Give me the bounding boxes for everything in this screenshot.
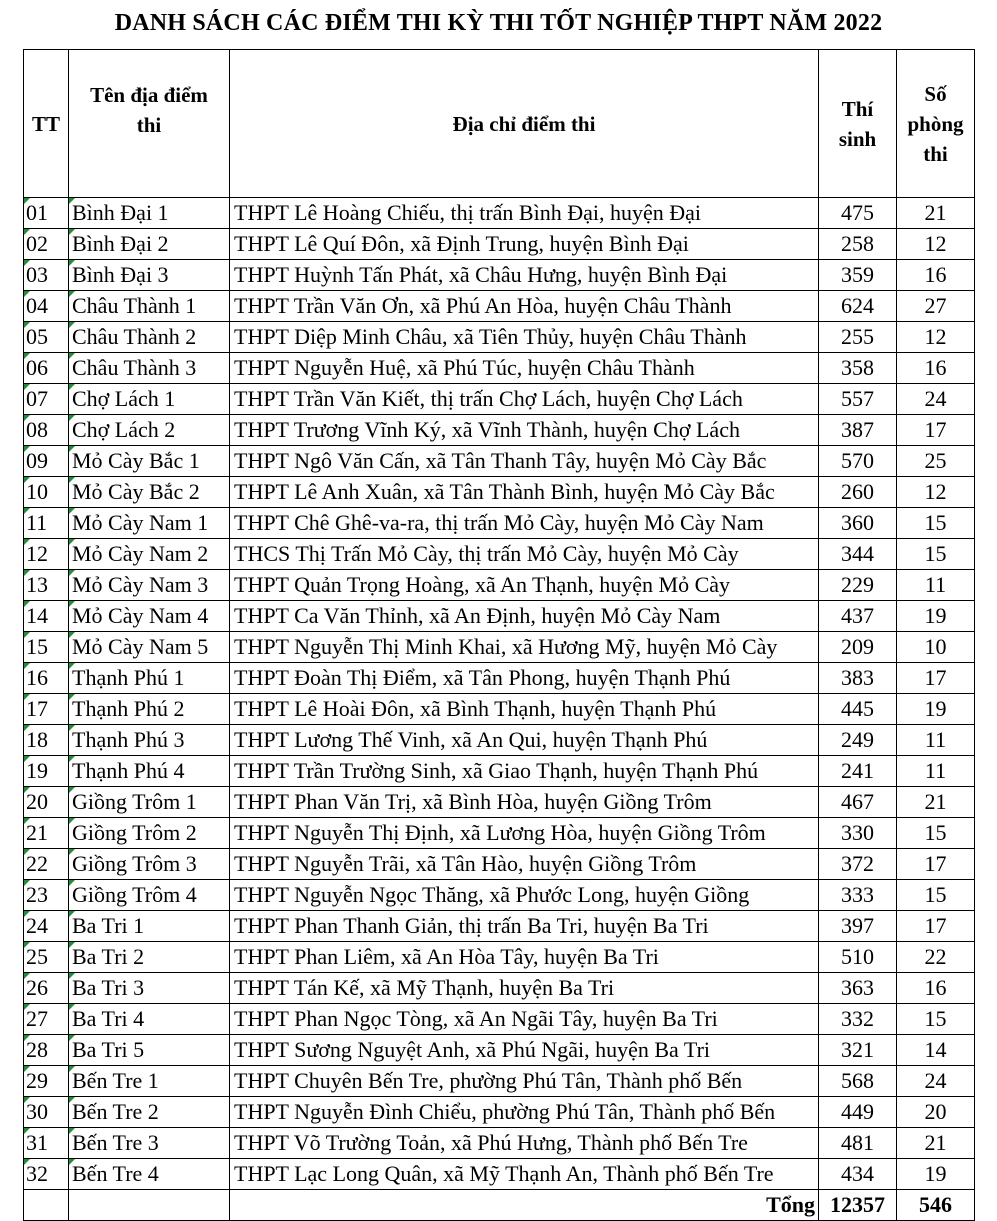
cell-site-name: Bình Đại 2 <box>69 229 230 260</box>
cell-site-name: Bình Đại 3 <box>69 260 230 291</box>
table-row <box>24 508 975 539</box>
cell-rooms: 11 <box>897 570 975 601</box>
cell-address: THPT Trương Vĩnh Ký, xã Vĩnh Thành, huyện Chợ Lách <box>230 415 819 446</box>
cell-tt: 24 <box>24 911 69 942</box>
cell-address: THPT Nguyễn Ngọc Thăng, xã Phước Long, huyện Giồng <box>230 880 819 911</box>
cell-students: 624 <box>819 291 897 322</box>
cell-students: 332 <box>819 1004 897 1035</box>
cell-rooms: 17 <box>897 663 975 694</box>
cell-rooms: 10 <box>897 632 975 663</box>
cell-address: THPT Nguyễn Trãi, xã Tân Hào, huyện Giồng Trôm <box>230 849 819 880</box>
cell-address: THPT Võ Trường Toản, xã Phú Hưng, Thành phố Bến Tre <box>230 1128 819 1159</box>
cell-students: 568 <box>819 1066 897 1097</box>
cell-site-name: Bến Tre 4 <box>69 1159 230 1190</box>
header-site-name-line2: thi <box>136 113 162 137</box>
cell-tt: 20 <box>24 787 69 818</box>
cell-site-name: Mỏ Cày Nam 5 <box>69 632 230 663</box>
cell-students: 321 <box>819 1035 897 1066</box>
table-row <box>24 632 975 663</box>
table-row <box>24 942 975 973</box>
table-row <box>24 353 975 384</box>
cell-site-name: Bến Tre 3 <box>69 1128 230 1159</box>
cell-address: THPT Lương Thế Vinh, xã An Qui, huyện Thạnh Phú <box>230 725 819 756</box>
cell-address: THPT Phan Ngọc Tòng, xã An Ngãi Tây, huyện Ba Tri <box>230 1004 819 1035</box>
cell-tt: 27 <box>24 1004 69 1035</box>
cell-tt: 23 <box>24 880 69 911</box>
cell-tt: 32 <box>24 1159 69 1190</box>
cell-address: THPT Lê Hoàng Chiếu, thị trấn Bình Đại, huyện Đại <box>230 198 819 229</box>
cell-site-name: Mỏ Cày Nam 3 <box>69 570 230 601</box>
cell-tt: 15 <box>24 632 69 663</box>
cell-students: 358 <box>819 353 897 384</box>
cell-students: 229 <box>819 570 897 601</box>
cell-site-name: Ba Tri 3 <box>69 973 230 1004</box>
cell-students: 437 <box>819 601 897 632</box>
table-row <box>24 322 975 353</box>
table-row <box>24 477 975 508</box>
cell-tt: 31 <box>24 1128 69 1159</box>
table-row <box>24 756 975 787</box>
cell-students: 510 <box>819 942 897 973</box>
cell-rooms: 15 <box>897 880 975 911</box>
cell-address: THPT Đoàn Thị Điểm, xã Tân Phong, huyện Thạnh Phú <box>230 663 819 694</box>
header-students-line2: sinh <box>838 126 877 151</box>
cell-site-name: Giồng Trôm 2 <box>69 818 230 849</box>
cell-tt: 22 <box>24 849 69 880</box>
cell-rooms: 21 <box>897 787 975 818</box>
cell-rooms: 16 <box>897 353 975 384</box>
cell-site-name: Mỏ Cày Nam 1 <box>69 508 230 539</box>
total-row <box>24 1190 975 1221</box>
table-row <box>24 539 975 570</box>
header-students-line1: Thí <box>841 96 874 121</box>
cell-site-name: Mỏ Cày Bắc 2 <box>69 477 230 508</box>
cell-rooms: 21 <box>897 1128 975 1159</box>
table-row <box>24 291 975 322</box>
header-site-name-line1: Tên địa điểm <box>90 83 208 107</box>
cell-site-name: Chợ Lách 1 <box>69 384 230 415</box>
cell-site-name: Chợ Lách 2 <box>69 415 230 446</box>
cell-site-name: Mỏ Cày Nam 2 <box>69 539 230 570</box>
cell-site-name: Giồng Trôm 1 <box>69 787 230 818</box>
cell-tt: 11 <box>24 508 69 539</box>
cell-rooms: 16 <box>897 260 975 291</box>
table-row <box>24 1066 975 1097</box>
table-row <box>24 1004 975 1035</box>
cell-rooms: 11 <box>897 725 975 756</box>
cell-rooms: 21 <box>897 198 975 229</box>
cell-rooms: 16 <box>897 973 975 1004</box>
cell-tt: 29 <box>24 1066 69 1097</box>
total-rooms: 546 <box>897 1190 975 1221</box>
cell-address: THPT Nguyễn Thị Định, xã Lương Hòa, huyện Giồng Trôm <box>230 818 819 849</box>
cell-address: THCS Thị Trấn Mỏ Cày, thị trấn Mỏ Cày, huyện Mỏ Cày <box>230 539 819 570</box>
cell-tt: 09 <box>24 446 69 477</box>
cell-rooms: 20 <box>897 1097 975 1128</box>
header-tt: TT <box>24 50 69 198</box>
cell-site-name: Bình Đại 1 <box>69 198 230 229</box>
cell-address: THPT Trần Văn Ơn, xã Phú An Hòa, huyện Châu Thành <box>230 291 819 322</box>
cell-students: 387 <box>819 415 897 446</box>
table-row <box>24 1097 975 1128</box>
cell-students: 333 <box>819 880 897 911</box>
cell-students: 445 <box>819 694 897 725</box>
cell-rooms: 17 <box>897 911 975 942</box>
cell-address: THPT Sương Nguyệt Anh, xã Phú Ngãi, huyện Ba Tri <box>230 1035 819 1066</box>
table-row <box>24 1035 975 1066</box>
cell-rooms: 19 <box>897 1159 975 1190</box>
cell-rooms: 12 <box>897 229 975 260</box>
cell-students: 260 <box>819 477 897 508</box>
page-title: DANH SÁCH CÁC ĐIỂM THI KỲ THI TỐT NGHIỆP THPT NĂM 2022 <box>114 10 883 36</box>
cell-rooms: 17 <box>897 849 975 880</box>
cell-students: 360 <box>819 508 897 539</box>
table-row <box>24 818 975 849</box>
cell-site-name: Thạnh Phú 1 <box>69 663 230 694</box>
cell-rooms: 11 <box>897 756 975 787</box>
cell-students: 467 <box>819 787 897 818</box>
cell-tt: 14 <box>24 601 69 632</box>
cell-students: 330 <box>819 818 897 849</box>
cell-tt: 07 <box>24 384 69 415</box>
cell-address: THPT Ca Văn Thỉnh, xã An Định, huyện Mỏ Cày Nam <box>230 601 819 632</box>
cell-site-name: Thạnh Phú 4 <box>69 756 230 787</box>
cell-site-name: Thạnh Phú 3 <box>69 725 230 756</box>
cell-tt: 13 <box>24 570 69 601</box>
cell-students: 255 <box>819 322 897 353</box>
table-row <box>24 849 975 880</box>
cell-address: THPT Lê Hoài Đôn, xã Bình Thạnh, huyện Thạnh Phú <box>230 694 819 725</box>
cell-site-name: Bến Tre 2 <box>69 1097 230 1128</box>
cell-rooms: 19 <box>897 601 975 632</box>
cell-tt: 06 <box>24 353 69 384</box>
table-row <box>24 198 975 229</box>
cell-students: 434 <box>819 1159 897 1190</box>
cell-students: 241 <box>819 756 897 787</box>
cell-site-name: Châu Thành 3 <box>69 353 230 384</box>
cell-students: 481 <box>819 1128 897 1159</box>
cell-site-name: Thạnh Phú 2 <box>69 694 230 725</box>
header-rooms <box>897 50 975 198</box>
total-students: 12357 <box>819 1190 897 1221</box>
exam-site-table <box>23 49 975 1221</box>
table-row <box>24 694 975 725</box>
header-site-name <box>69 50 230 198</box>
cell-site-name: Mỏ Cày Nam 4 <box>69 601 230 632</box>
cell-rooms: 12 <box>897 322 975 353</box>
total-empty-tt <box>24 1190 69 1221</box>
cell-tt: 26 <box>24 973 69 1004</box>
cell-tt: 05 <box>24 322 69 353</box>
table-row <box>24 973 975 1004</box>
cell-site-name: Bến Tre 1 <box>69 1066 230 1097</box>
cell-tt: 02 <box>24 229 69 260</box>
cell-site-name: Ba Tri 4 <box>69 1004 230 1035</box>
cell-address: THPT Tán Kế, xã Mỹ Thạnh, huyện Ba Tri <box>230 973 819 1004</box>
cell-students: 344 <box>819 539 897 570</box>
total-empty-name <box>69 1190 230 1221</box>
cell-students: 249 <box>819 725 897 756</box>
cell-students: 359 <box>819 260 897 291</box>
header-rooms-line1: Số <box>924 81 947 106</box>
cell-site-name: Giồng Trôm 3 <box>69 849 230 880</box>
cell-address: THPT Nguyễn Đình Chiểu, phường Phú Tân, Thành phố Bến <box>230 1097 819 1128</box>
table-row <box>24 725 975 756</box>
cell-tt: 25 <box>24 942 69 973</box>
cell-tt: 08 <box>24 415 69 446</box>
cell-students: 570 <box>819 446 897 477</box>
cell-site-name: Mỏ Cày Bắc 1 <box>69 446 230 477</box>
cell-tt: 12 <box>24 539 69 570</box>
cell-rooms: 19 <box>897 694 975 725</box>
cell-tt: 28 <box>24 1035 69 1066</box>
cell-tt: 21 <box>24 818 69 849</box>
cell-rooms: 22 <box>897 942 975 973</box>
cell-rooms: 27 <box>897 291 975 322</box>
cell-address: THPT Trần Văn Kiết, thị trấn Chợ Lách, huyện Chợ Lách <box>230 384 819 415</box>
cell-students: 397 <box>819 911 897 942</box>
cell-address: THPT Nguyễn Thị Minh Khai, xã Hương Mỹ, huyện Mỏ Cày <box>230 632 819 663</box>
cell-address: THPT Quản Trọng Hoàng, xã An Thạnh, huyện Mỏ Cày <box>230 570 819 601</box>
table-row <box>24 260 975 291</box>
cell-students: 449 <box>819 1097 897 1128</box>
cell-address: THPT Lê Quí Đôn, xã Định Trung, huyện Bình Đại <box>230 229 819 260</box>
table-row <box>24 1159 975 1190</box>
table-row <box>24 911 975 942</box>
cell-site-name: Ba Tri 5 <box>69 1035 230 1066</box>
cell-students: 383 <box>819 663 897 694</box>
table-row <box>24 1128 975 1159</box>
table-row <box>24 446 975 477</box>
cell-rooms: 15 <box>897 818 975 849</box>
cell-students: 258 <box>819 229 897 260</box>
cell-rooms: 14 <box>897 1035 975 1066</box>
cell-address: THPT Nguyễn Huệ, xã Phú Túc, huyện Châu Thành <box>230 353 819 384</box>
cell-tt: 01 <box>24 198 69 229</box>
cell-address: THPT Chuyên Bến Tre, phường Phú Tân, Thành phố Bến <box>230 1066 819 1097</box>
cell-tt: 19 <box>24 756 69 787</box>
cell-students: 363 <box>819 973 897 1004</box>
table-row <box>24 415 975 446</box>
table-row <box>24 384 975 415</box>
table-row <box>24 229 975 260</box>
cell-tt: 04 <box>24 291 69 322</box>
cell-site-name: Giồng Trôm 4 <box>69 880 230 911</box>
cell-tt: 17 <box>24 694 69 725</box>
cell-address: THPT Lạc Long Quân, xã Mỹ Thạnh An, Thành phố Bến Tre <box>230 1159 819 1190</box>
cell-students: 209 <box>819 632 897 663</box>
cell-rooms: 15 <box>897 508 975 539</box>
cell-address: THPT Ngô Văn Cấn, xã Tân Thanh Tây, huyện Mỏ Cày Bắc <box>230 446 819 477</box>
cell-rooms: 25 <box>897 446 975 477</box>
cell-address: THPT Trần Trường Sinh, xã Giao Thạnh, huyện Thạnh Phú <box>230 756 819 787</box>
table-body <box>24 198 975 1190</box>
cell-rooms: 12 <box>897 477 975 508</box>
table-row <box>24 570 975 601</box>
table-row <box>24 880 975 911</box>
cell-site-name: Châu Thành 1 <box>69 291 230 322</box>
header-row <box>24 50 975 198</box>
cell-rooms: 15 <box>897 1004 975 1035</box>
cell-students: 557 <box>819 384 897 415</box>
cell-address: THPT Phan Thanh Giản, thị trấn Ba Tri, huyện Ba Tri <box>230 911 819 942</box>
table-row <box>24 787 975 818</box>
cell-rooms: 15 <box>897 539 975 570</box>
cell-students: 372 <box>819 849 897 880</box>
cell-address: THPT Lê Anh Xuân, xã Tân Thành Bình, huyện Mỏ Cày Bắc <box>230 477 819 508</box>
table-row <box>24 601 975 632</box>
cell-rooms: 17 <box>897 415 975 446</box>
header-rooms-line3: thi <box>923 141 948 166</box>
cell-site-name: Châu Thành 2 <box>69 322 230 353</box>
cell-site-name: Ba Tri 1 <box>69 911 230 942</box>
cell-site-name: Ba Tri 2 <box>69 942 230 973</box>
cell-tt: 10 <box>24 477 69 508</box>
cell-address: THPT Chê Ghê-va-ra, thị trấn Mỏ Cày, huyện Mỏ Cày Nam <box>230 508 819 539</box>
cell-tt: 16 <box>24 663 69 694</box>
header-students <box>819 50 897 198</box>
cell-rooms: 24 <box>897 384 975 415</box>
total-label: Tổng <box>230 1190 819 1221</box>
header-address: Địa chỉ điểm thi <box>230 50 819 198</box>
cell-students: 475 <box>819 198 897 229</box>
cell-address: THPT Phan Liêm, xã An Hòa Tây, huyện Ba Tri <box>230 942 819 973</box>
table-row <box>24 663 975 694</box>
cell-address: THPT Phan Văn Trị, xã Bình Hòa, huyện Giồng Trôm <box>230 787 819 818</box>
header-rooms-line2: phòng <box>907 111 964 136</box>
cell-address: THPT Huỳnh Tấn Phát, xã Châu Hưng, huyện Bình Đại <box>230 260 819 291</box>
cell-address: THPT Diệp Minh Châu, xã Tiên Thủy, huyện Châu Thành <box>230 322 819 353</box>
cell-tt: 03 <box>24 260 69 291</box>
cell-tt: 18 <box>24 725 69 756</box>
cell-rooms: 24 <box>897 1066 975 1097</box>
cell-tt: 30 <box>24 1097 69 1128</box>
